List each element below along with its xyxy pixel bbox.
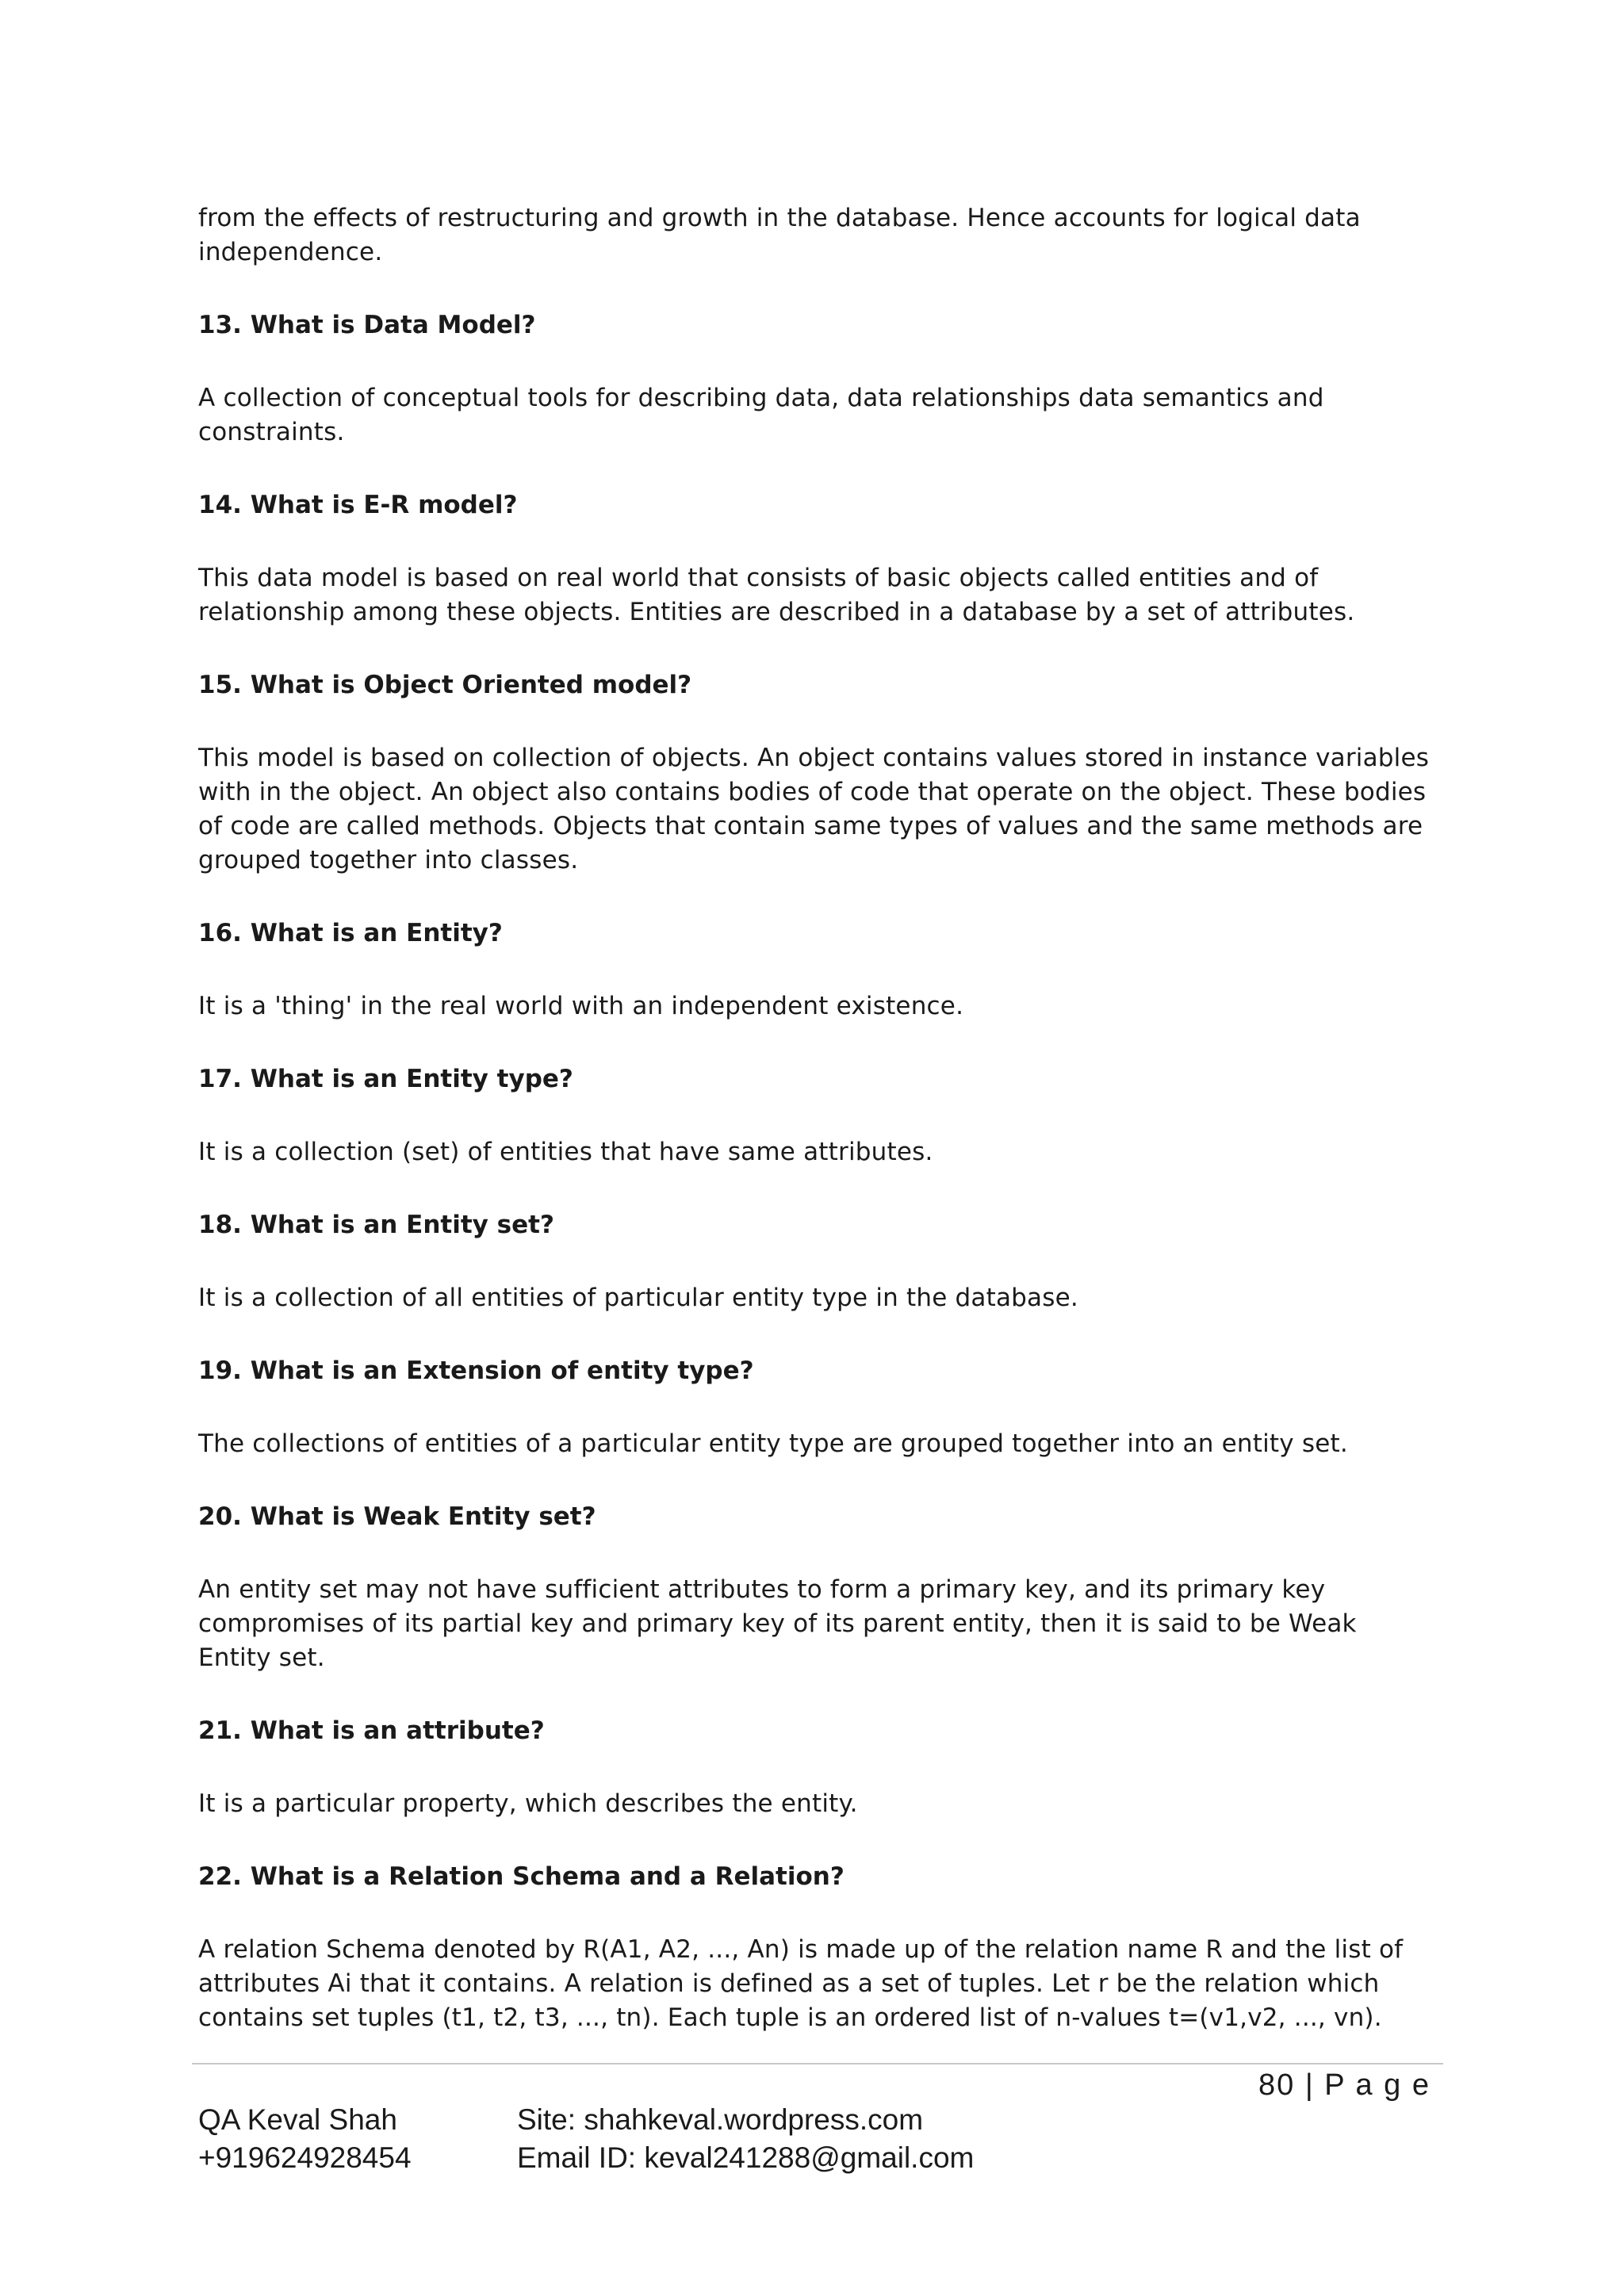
site-link: Site: shahkeval.wordpress.com	[517, 2103, 924, 2136]
answer-paragraph: It is a particular property, which describes the entity.	[198, 1789, 858, 1818]
footer-divider	[192, 2063, 1443, 2064]
question-heading: 18. What is an Entity set?	[198, 1211, 554, 1239]
question-heading: 20. What is Weak Entity set?	[198, 1502, 596, 1531]
question-heading: 17. What is an Entity type?	[198, 1065, 573, 1093]
document-body	[198, 201, 1435, 2035]
answer-paragraph: A relation Schema denoted by R(A1, A2, ..., An) is made up of the relation name R and the list of attributes Ai that it contains. A relation is defined as a set of tuples. Let r be the relation which contains set tuples (t1, t2, t3, ..., tn). Each tuple is an ordered list of n-values t=(v1,v2, ..., vn).	[198, 1935, 1404, 2032]
phone-number: +919624928454	[198, 2141, 412, 2174]
question-heading: 15. What is Object Oriented model?	[198, 671, 692, 699]
question-heading: 13. What is Data Model?	[198, 311, 536, 339]
page-number: 80 | P a g e	[1258, 2068, 1431, 2102]
email-address: Email ID: keval241288@gmail.com	[517, 2141, 975, 2174]
question-heading: 16. What is an Entity?	[198, 919, 503, 947]
answer-paragraph: The collections of entities of a particular entity type are grouped together into an entity set.	[198, 1429, 1348, 1458]
answer-paragraph: It is a 'thing' in the real world with an independent existence.	[198, 992, 964, 1020]
answer-paragraph: It is a collection of all entities of particular entity type in the database.	[198, 1284, 1078, 1312]
answer-paragraph: This model is based on collection of objects. An object contains values stored in instance variables with in the object. An object also contains bodies of code that operate on the object. These bodies of code are called methods. Objects that contain same types of values and the same methods are grouped together into classes.	[198, 744, 1430, 874]
footer-contact-right	[517, 2101, 974, 2177]
question-heading: 22. What is a Relation Schema and a Relation?	[198, 1862, 845, 1891]
answer-paragraph: A collection of conceptual tools for describing data, data relationships data semantics and constraints.	[198, 384, 1324, 446]
answer-paragraph: It is a collection (set) of entities that have same attributes.	[198, 1138, 933, 1166]
question-heading: 14. What is E-R model?	[198, 491, 518, 519]
author-name: QA Keval Shah	[198, 2103, 397, 2136]
intro-paragraph: from the effects of restructuring and growth in the database. Hence accounts for logical data independence.	[198, 204, 1361, 266]
question-heading: 19. What is an Extension of entity type?	[198, 1357, 754, 1385]
question-heading: 21. What is an attribute?	[198, 1716, 545, 1745]
answer-paragraph: This data model is based on real world that consists of basic objects called entities and of relationship among these objects. Entities are described in a database by a set of attributes.	[198, 564, 1355, 626]
answer-paragraph: An entity set may not have sufficient attributes to form a primary key, and its primary key compromises of its partial key and primary key of its parent entity, then it is said to be Weak Entity set.	[198, 1575, 1357, 1672]
footer-contact-left	[198, 2101, 412, 2177]
